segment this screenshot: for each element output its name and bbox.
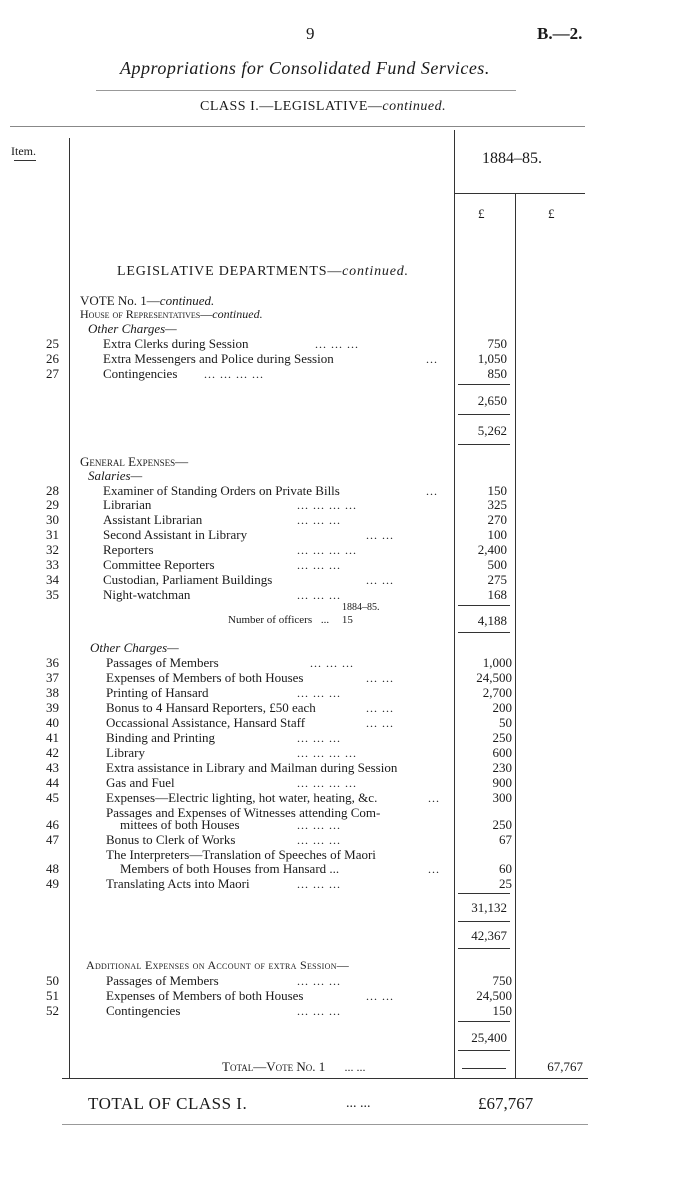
item-number: 28 xyxy=(46,483,59,498)
item-amount: 270 xyxy=(487,512,507,527)
house-suffix: continued. xyxy=(212,307,263,321)
subtotal-rule xyxy=(458,605,510,606)
year-label-rule xyxy=(455,193,585,194)
leader-dots: ... ... ... xyxy=(297,558,341,572)
item-amount: 325 xyxy=(487,497,507,512)
officers-year: 1884–85. xyxy=(342,602,380,613)
page-title: Appropriations for Consolidated Fund Services. xyxy=(120,58,490,78)
department-heading-main: LEGISLATIVE DEPARTMENTS— xyxy=(117,264,343,279)
officers-count-line xyxy=(228,614,353,626)
item-description: Bonus to 4 Hansard Reporters, £50 each xyxy=(106,700,316,715)
item-amount: 600 xyxy=(492,745,512,760)
item-description: Expenses—Electric lighting, hot water, heating, &c. xyxy=(106,790,378,805)
item-description: Binding and Printing xyxy=(106,730,216,745)
leader-dots: ... ... ... xyxy=(297,588,341,602)
officers-dots: ... xyxy=(320,614,330,626)
class-total-dots: ... ... xyxy=(346,1096,371,1111)
item-amount: 850 xyxy=(487,366,507,381)
total-column-divider xyxy=(515,193,516,1078)
item-description: Expenses of Members of both Houses xyxy=(106,670,304,685)
subtotal-rule xyxy=(458,948,510,949)
leader-dots: ... ... ... xyxy=(297,818,341,832)
leader-dots: ... ... ... xyxy=(297,686,341,700)
leader-dots: ... ... ... xyxy=(315,337,359,351)
item-description: Members of both Houses from Hansard ... xyxy=(120,861,340,876)
item-amount: 50 xyxy=(499,715,512,730)
item-amount: 24,500 xyxy=(476,670,512,685)
subtotal-rule xyxy=(458,384,510,385)
item-description: Extra Clerks during Session xyxy=(103,336,249,351)
leader-dots: ... ... ... ... xyxy=(297,746,357,760)
pound-column-left: £ xyxy=(478,206,485,221)
class-total-label: TOTAL OF CLASS I. xyxy=(88,1094,248,1113)
officers-count: 15 xyxy=(341,614,353,626)
item-label-rule xyxy=(14,160,36,161)
department-heading xyxy=(117,264,409,280)
item-number: 36 xyxy=(46,655,59,670)
vote-label: VOTE No. 1— xyxy=(80,293,160,308)
leader-dots: ... ... xyxy=(366,671,394,685)
item-description: Contingencies xyxy=(103,366,178,381)
item-number: 48 xyxy=(46,861,59,876)
table-top-rule xyxy=(10,126,585,127)
general-total: 42,367 xyxy=(471,928,507,943)
house-heading xyxy=(80,308,263,320)
leader-dots: ... xyxy=(426,484,438,498)
item-number: 35 xyxy=(46,587,59,602)
class-heading xyxy=(200,99,446,115)
item-description: Library xyxy=(106,745,145,760)
item-number: 37 xyxy=(46,670,59,685)
subtotal-rule xyxy=(458,1050,510,1051)
item-number: 38 xyxy=(46,685,59,700)
item-amount: 2,700 xyxy=(482,685,512,700)
item-description: Examiner of Standing Orders on Private Bills xyxy=(103,483,340,498)
department-heading-suffix: continued. xyxy=(342,264,409,279)
item-number: 44 xyxy=(46,775,59,790)
general-expenses-heading: General Expenses— xyxy=(80,454,189,469)
leader-dots: ... ... ... ... xyxy=(297,543,357,557)
item-column-label: Item. xyxy=(11,144,36,158)
vote-total-line xyxy=(222,1060,366,1074)
footer-rule xyxy=(62,1124,588,1125)
item-description: Librarian xyxy=(103,497,152,512)
leader-dots: ... ... xyxy=(366,989,394,1003)
item-number: 34 xyxy=(46,572,59,587)
item-number: 41 xyxy=(46,730,59,745)
amount-column-divider xyxy=(454,130,455,1078)
pound-column-right: £ xyxy=(548,206,555,221)
item-number: 43 xyxy=(46,760,59,775)
leader-dots: ... ... ... xyxy=(297,731,341,745)
item-number: 52 xyxy=(46,1003,59,1018)
vote-total-label: Total—Vote No. 1 xyxy=(222,1059,326,1074)
item-number: 51 xyxy=(46,988,59,1003)
item-description: Second Assistant in Library xyxy=(103,527,248,542)
general-other-charges-subtotal: 31,132 xyxy=(471,900,507,915)
item-amount: 60 xyxy=(499,861,512,876)
item-description: The Interpreters—Translation of Speeches of Maori xyxy=(106,847,376,862)
item-description: Printing of Hansard xyxy=(106,685,209,700)
item-number: 33 xyxy=(46,557,59,572)
item-number: 27 xyxy=(46,366,59,381)
item-amount: 2,400 xyxy=(477,542,507,557)
item-description: Assistant Librarian xyxy=(103,512,203,527)
item-number: 46 xyxy=(46,817,59,832)
item-amount: 275 xyxy=(487,572,507,587)
item-description: Passages and Expenses of Witnesses attending Com- xyxy=(106,805,381,820)
leader-dots: ... ... ... xyxy=(297,877,341,891)
vote-total-dots: ... ... xyxy=(344,1060,366,1074)
vote-total-amount: 67,767 xyxy=(547,1059,583,1074)
item-amount: 150 xyxy=(487,483,507,498)
leader-dots: ... ... xyxy=(366,573,394,587)
item-description: Reporters xyxy=(103,542,154,557)
subtotal-rule xyxy=(458,414,510,415)
item-number: 45 xyxy=(46,790,59,805)
item-amount: 500 xyxy=(487,557,507,572)
item-description: Extra Messengers and Police during Session xyxy=(103,351,334,366)
vote-total-dash xyxy=(462,1068,506,1069)
item-number: 39 xyxy=(46,700,59,715)
item-amount: 750 xyxy=(492,973,512,988)
item-amount: 750 xyxy=(487,336,507,351)
vote-suffix: continued. xyxy=(159,293,215,308)
house-other-charges-heading: Other Charges— xyxy=(88,321,177,336)
subtotal-rule xyxy=(458,921,510,922)
additional-expenses-subtotal: 25,400 xyxy=(471,1030,507,1045)
table-bottom-rule xyxy=(62,1078,588,1079)
item-description: Passages of Members xyxy=(106,973,219,988)
item-amount: 150 xyxy=(492,1003,512,1018)
item-description: Custodian, Parliament Buildings xyxy=(103,572,273,587)
item-number: 31 xyxy=(46,527,59,542)
leader-dots: ... ... ... xyxy=(297,513,341,527)
item-amount: 230 xyxy=(492,760,512,775)
item-amount: 67 xyxy=(499,832,512,847)
item-amount: 1,050 xyxy=(477,351,507,366)
item-number: 25 xyxy=(46,336,59,351)
house-other-charges-subtotal: 2,650 xyxy=(477,393,507,408)
year-column-label: 1884–85. xyxy=(482,150,542,167)
leader-dots: ... xyxy=(428,862,440,876)
subtotal-rule xyxy=(458,1021,510,1022)
item-description: Committee Reporters xyxy=(103,557,215,572)
leader-dots: ... xyxy=(426,352,438,366)
item-column-divider xyxy=(69,138,70,1078)
item-amount: 100 xyxy=(487,527,507,542)
item-amount: 250 xyxy=(492,730,512,745)
item-description: Contingencies xyxy=(106,1003,181,1018)
leader-dots: ... ... ... xyxy=(310,656,354,670)
leader-dots: ... ... ... ... xyxy=(297,776,357,790)
title-rule xyxy=(96,90,516,91)
item-amount: 250 xyxy=(492,817,512,832)
item-amount: 168 xyxy=(487,587,507,602)
leader-dots: ... ... ... ... xyxy=(204,367,264,381)
leader-dots: ... ... xyxy=(366,716,394,730)
item-amount: 300 xyxy=(492,790,512,805)
item-number: 29 xyxy=(46,497,59,512)
item-number: 32 xyxy=(46,542,59,557)
salaries-heading: Salaries— xyxy=(88,468,143,483)
item-description: Bonus to Clerk of Works xyxy=(106,832,236,847)
class-heading-main: CLASS I.—LEGISLATIVE— xyxy=(200,99,383,114)
house-label: House of Representatives— xyxy=(80,307,213,321)
item-description: Expenses of Members of both Houses xyxy=(106,988,304,1003)
document-code: B.—2. xyxy=(537,24,583,43)
item-amount: 900 xyxy=(492,775,512,790)
salaries-subtotal: 4,188 xyxy=(477,613,507,628)
item-number: 42 xyxy=(46,745,59,760)
item-description: mittees of both Houses xyxy=(120,817,240,832)
page-number: 9 xyxy=(306,24,315,43)
item-number: 40 xyxy=(46,715,59,730)
item-description: Night-watchman xyxy=(103,587,191,602)
officers-label: Number of officers xyxy=(228,614,313,626)
item-number: 47 xyxy=(46,832,59,847)
item-number: 50 xyxy=(46,973,59,988)
subtotal-rule xyxy=(458,444,510,445)
subtotal-rule xyxy=(458,893,510,894)
subtotal-rule xyxy=(458,632,510,633)
class-total-amount: £67,767 xyxy=(478,1094,534,1113)
leader-dots: ... ... xyxy=(366,528,394,542)
additional-expenses-heading: Additional Expenses on Account of extra Session— xyxy=(86,958,350,972)
general-other-charges-heading: Other Charges— xyxy=(90,640,179,655)
item-description: Occassional Assistance, Hansard Staff xyxy=(106,715,306,730)
item-description: Gas and Fuel xyxy=(106,775,175,790)
leader-dots: ... ... ... xyxy=(297,833,341,847)
leader-dots: ... xyxy=(428,791,440,805)
vote-heading xyxy=(80,294,214,307)
item-description: Passages of Members xyxy=(106,655,219,670)
leader-dots: ... ... ... ... xyxy=(297,498,357,512)
item-number: 30 xyxy=(46,512,59,527)
item-amount: 24,500 xyxy=(476,988,512,1003)
leader-dots: ... ... ... xyxy=(297,1004,341,1018)
item-amount: 25 xyxy=(499,876,512,891)
leader-dots: ... ... xyxy=(366,701,394,715)
house-total: 5,262 xyxy=(477,423,507,438)
item-number: 49 xyxy=(46,876,59,891)
item-amount: 200 xyxy=(492,700,512,715)
class-heading-suffix: continued. xyxy=(382,99,447,114)
item-amount: 1,000 xyxy=(482,655,512,670)
item-number: 26 xyxy=(46,351,59,366)
leader-dots: ... ... ... xyxy=(297,974,341,988)
item-description: Translating Acts into Maori xyxy=(106,876,250,891)
item-description: Extra assistance in Library and Mailman during Session xyxy=(106,760,398,775)
